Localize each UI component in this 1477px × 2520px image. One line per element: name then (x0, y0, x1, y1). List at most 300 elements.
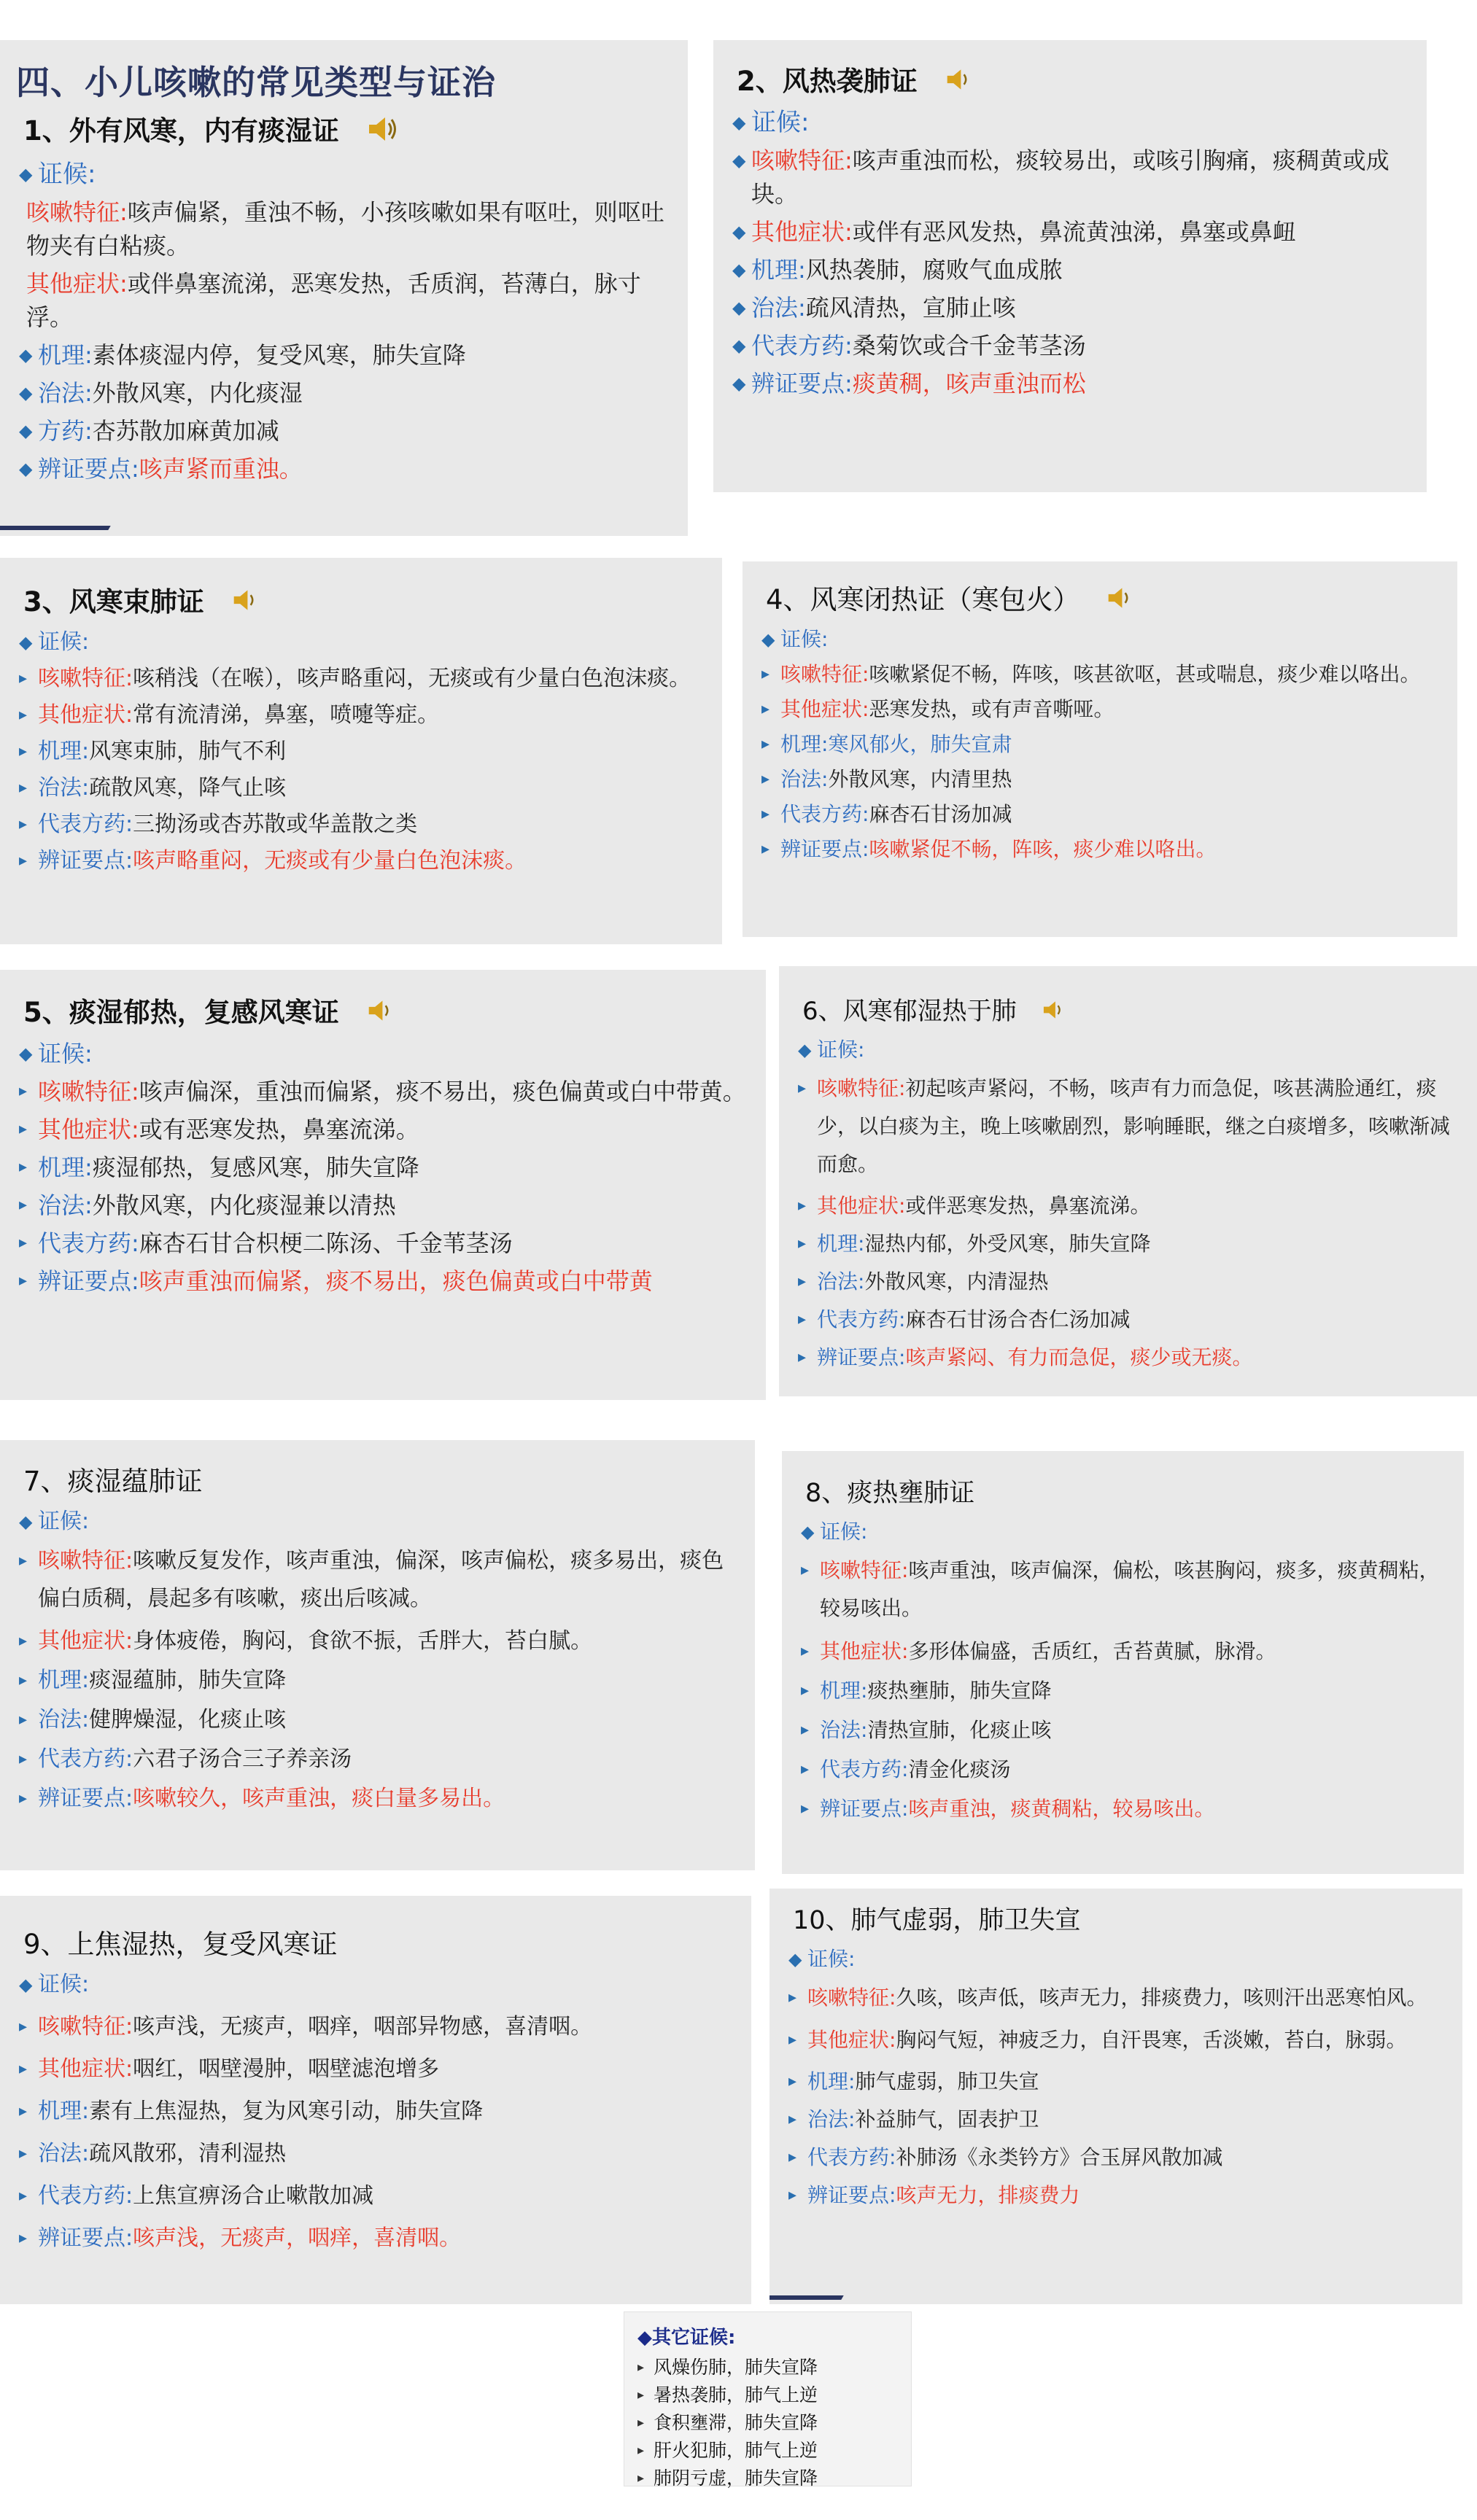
row-text: 或伴鼻塞流涕，恶寒发热，舌质润，苔薄白，脉寸浮。 (26, 270, 641, 331)
triangle-bullet-icon: ▸ (19, 2229, 28, 2247)
row-label: 咳嗽特征: (38, 2014, 133, 2039)
row-text: 咳嗽紧促不畅，阵咳，痰少难以咯出。 (869, 837, 1217, 861)
row-method (16, 1704, 740, 1736)
section-label: 证候: (38, 160, 96, 189)
row-label: 咳嗽特征: (820, 1558, 909, 1582)
triangle-bullet-icon: ▸ (798, 1234, 807, 1253)
card-title (23, 990, 751, 1030)
syndrome-header (786, 1944, 1448, 1975)
row-label: 辨证要点: (751, 370, 853, 397)
other-syndromes-title: ◆其它证候: (637, 2327, 736, 2349)
row-text: 六君子汤合三子养亲汤 (133, 1746, 352, 1772)
row-text: 咳嗽较久，咳声重浊，痰白量多易出。 (133, 1786, 505, 1811)
triangle-bullet-icon: ▸ (19, 1789, 28, 1808)
speaker-icon[interactable] (1106, 586, 1133, 617)
row-label: 其他症状: (26, 270, 128, 298)
row-label: 其他症状: (780, 697, 869, 721)
row-label: 咳嗽特征: (807, 1986, 896, 2010)
row-text: 肺气虚弱，肺卫失宣 (855, 2069, 1039, 2093)
triangle-bullet-icon: ▸ (801, 1760, 810, 1778)
diamond-bullet-icon: ◆ (19, 1043, 33, 1064)
row-formula (798, 1754, 1449, 1785)
row-text: 补肺汤《永类钤方》合玉屏风散加减 (896, 2145, 1223, 2169)
row-label: 机理: (807, 2069, 856, 2093)
card-title-text: 7、痰湿蕴肺证 (23, 1466, 203, 1497)
row-cough (16, 195, 673, 262)
row-label: 辨证要点: (38, 2225, 133, 2251)
row-key-points (16, 1264, 751, 1298)
row-method (16, 2138, 737, 2170)
row-text: 身体疲倦，胸闷，食欲不振，舌胖大，苔白腻。 (133, 1628, 593, 1654)
section-label: 证候: (751, 108, 810, 137)
row-method (16, 376, 673, 410)
list-item-text: 风燥伤肺，肺失宣降 (654, 2357, 818, 2378)
section-label: 证候: (38, 1509, 90, 1534)
card-3 (0, 558, 722, 944)
card-title (737, 59, 1412, 98)
row-text: 外散风寒，内化痰湿 (92, 379, 303, 407)
row-key-points (16, 452, 673, 486)
row-label: 咳嗽特征: (780, 662, 869, 686)
list-item (637, 2437, 898, 2465)
row-label: 代表方药: (807, 2145, 896, 2169)
card-title-text: 9、上焦湿热，复受风寒证 (23, 1929, 338, 1960)
triangle-bullet-icon: ▸ (788, 1988, 797, 2007)
row-cough (759, 659, 1443, 690)
row-label: 治法: (780, 767, 829, 791)
triangle-bullet-icon: ▸ (761, 805, 770, 823)
row-label: 机理: (38, 341, 93, 369)
diamond-bullet-icon: ◆ (761, 629, 775, 650)
row-label: 辨证要点: (817, 1345, 906, 1369)
row-label: 辨证要点: (38, 455, 139, 483)
row-text: 咳声偏深，重浊而偏紧，痰不易出，痰色偏黄或白中带黄。 (139, 1078, 746, 1105)
row-text: 常有流清涕，鼻塞，喷嚏等症。 (133, 702, 440, 728)
triangle-bullet-icon: ▸ (637, 2415, 645, 2430)
row-label: 机理: (38, 1668, 90, 1693)
row-label: 机理: (38, 2099, 90, 2124)
row-label: 治法: (38, 1707, 90, 1732)
speaker-icon[interactable] (945, 67, 972, 98)
triangle-bullet-icon: ▸ (798, 1078, 807, 1097)
diamond-bullet-icon: ◆ (732, 112, 746, 133)
triangle-bullet-icon: ▸ (19, 852, 28, 870)
card-10 (769, 1889, 1462, 2304)
triangle-bullet-icon: ▸ (19, 1196, 28, 1214)
diamond-bullet-icon: ◆ (732, 373, 746, 394)
list-item-text: 肝火犯肺，肺气上逆 (654, 2440, 818, 2461)
row-label: 其他症状: (38, 702, 133, 728)
diamond-bullet-icon: ◆ (19, 1975, 33, 1995)
card-title-text: 2、风热袭肺证 (737, 66, 918, 97)
triangle-bullet-icon: ▸ (19, 1272, 28, 1290)
triangle-bullet-icon: ▸ (798, 1348, 807, 1366)
card-title (23, 1459, 740, 1498)
section-label: 证候: (38, 1972, 90, 1997)
row-label: 代表方药: (38, 2183, 133, 2209)
row-text: 疏风散邪，清利湿热 (89, 2141, 287, 2166)
row-text: 咽红，咽壁漫肿，咽壁滤泡增多 (133, 2056, 440, 2082)
row-label: 其他症状: (38, 1628, 133, 1654)
row-label: 代表方药: (817, 1307, 906, 1331)
row-text: 痰黄稠，咳声重浊而松 (852, 370, 1086, 397)
row-other (16, 267, 673, 334)
row-text: 外散风寒，内化痰湿兼以清热 (92, 1191, 396, 1219)
triangle-bullet-icon: ▸ (761, 735, 770, 753)
triangle-bullet-icon: ▸ (788, 2148, 797, 2166)
row-label: 机理: (38, 739, 90, 764)
diamond-bullet-icon: ◆ (19, 383, 33, 403)
card-4 (743, 561, 1457, 937)
list-item (637, 2354, 898, 2381)
card-2 (713, 40, 1427, 492)
row-text: 久咳，咳声低，咳声无力，排痰费力，咳则汗出恶寒怕风。 (896, 1986, 1427, 2010)
triangle-bullet-icon: ▸ (788, 2031, 797, 2049)
row-mechanism (759, 729, 1443, 760)
row-label: 其他症状: (807, 2028, 896, 2052)
card-title-text: 5、痰湿郁热，复感风寒证 (23, 997, 339, 1028)
triangle-bullet-icon: ▸ (637, 2470, 645, 2486)
triangle-bullet-icon: ▸ (19, 742, 28, 761)
row-label: 咳嗽特征: (817, 1076, 906, 1100)
triangle-bullet-icon: ▸ (19, 1552, 28, 1570)
row-method (786, 2104, 1448, 2135)
triangle-bullet-icon: ▸ (798, 1272, 807, 1291)
row-label: 机理: (820, 1679, 868, 1703)
section-label: 证候: (820, 1520, 868, 1544)
row-mechanism (795, 1229, 1462, 1259)
list-item-text: 肺阴亏虚，肺失宣降 (654, 2468, 818, 2489)
triangle-bullet-icon: ▸ (19, 1632, 28, 1650)
other-syndromes-box (624, 2311, 912, 2489)
triangle-bullet-icon: ▸ (19, 2018, 28, 2036)
row-key-points (798, 1794, 1449, 1824)
row-label: 咳嗽特征: (26, 198, 128, 226)
row-cough (16, 663, 708, 695)
card-8 (782, 1451, 1464, 1874)
row-key-points (729, 367, 1412, 400)
syndrome-header (759, 624, 1443, 655)
row-label: 咳嗽特征: (38, 1548, 133, 1574)
decorative-stripe (0, 526, 111, 530)
row-mechanism (16, 1665, 740, 1697)
row-formula (759, 799, 1443, 830)
syndrome-header (16, 1037, 751, 1070)
triangle-bullet-icon: ▸ (788, 2186, 797, 2204)
row-text: 清热宣肺，化痰止咳 (867, 1718, 1052, 1742)
row-text: 疏散风寒，降气止咳 (89, 775, 287, 801)
row-formula (786, 2142, 1448, 2173)
triangle-bullet-icon: ▸ (761, 700, 770, 718)
syndrome-header (16, 158, 673, 191)
syndrome-header (795, 1035, 1462, 1065)
list-item (637, 2465, 898, 2492)
row-label: 治法: (820, 1718, 868, 1742)
triangle-bullet-icon: ▸ (637, 2443, 645, 2458)
triangle-bullet-icon: ▸ (801, 1561, 810, 1579)
row-text: 初起咳声紧闷，不畅，咳声有力而急促，咳甚满脸通红，痰少，以白痰为主，晚上咳嗽剧烈，影响睡眠，继之白痰增多，咳嗽渐减而愈。 (817, 1076, 1451, 1176)
row-text: 风寒束肺，肺气不利 (89, 739, 287, 764)
row-other (16, 2053, 737, 2085)
row-mechanism (16, 736, 708, 768)
row-text: 麻杏石甘汤合杏仁汤加减 (905, 1307, 1131, 1331)
row-label: 治法: (817, 1269, 865, 1294)
card-title (23, 1922, 737, 1961)
row-mechanism (16, 1151, 751, 1184)
row-label: 代表方药: (38, 1746, 133, 1772)
card-9 (0, 1896, 751, 2304)
triangle-bullet-icon: ▸ (19, 1750, 28, 1768)
row-cough (16, 1542, 740, 1618)
row-text: 外散风寒，内清里热 (828, 767, 1012, 791)
section-label: 证候: (38, 629, 90, 655)
row-other (16, 699, 708, 731)
triangle-bullet-icon: ▸ (801, 1642, 810, 1660)
diamond-bullet-icon: ◆ (732, 335, 746, 356)
row-label: 辨证要点: (820, 1797, 909, 1821)
card-title (805, 1473, 1449, 1509)
row-mechanism (798, 1676, 1449, 1706)
row-text: 杏苏散加麻黄加减 (92, 417, 279, 445)
row-text: 咳声无力，排痰费力 (896, 2183, 1080, 2207)
triangle-bullet-icon: ▸ (19, 1158, 28, 1176)
row-text: 健脾燥湿，化痰止咳 (89, 1707, 287, 1732)
row-method (798, 1715, 1449, 1746)
row-text: 补益肺气，固表护卫 (855, 2107, 1039, 2131)
row-key-points (16, 1783, 740, 1815)
row-text: 或伴恶寒发热，鼻塞流涕。 (905, 1193, 1151, 1218)
list-item-text: 暑热袭肺，肺气上逆 (654, 2384, 818, 2406)
row-text: 素有上焦湿热，复为风寒引动，肺失宣降 (89, 2099, 484, 2124)
row-text: 咳声偏紧，重浊不畅，小孩咳嗽如果有呕吐，则呕吐物夹有白粘痰。 (26, 198, 664, 260)
section-label: 证候: (38, 1040, 93, 1068)
row-text: 桑菊饮或合千金苇茎汤 (852, 332, 1086, 359)
triangle-bullet-icon: ▸ (798, 1310, 807, 1329)
card-1 (0, 40, 688, 536)
row-text: 或有恶寒发热，鼻塞流涕。 (139, 1116, 419, 1143)
row-other (759, 694, 1443, 725)
row-key-points (16, 2222, 737, 2255)
row-formula (795, 1304, 1462, 1335)
row-label: 辨证要点: (780, 837, 869, 861)
row-cough (786, 1979, 1448, 2017)
row-key-points (759, 834, 1443, 865)
row-text: 痰湿蕴肺，肺失宣降 (89, 1668, 287, 1693)
diamond-bullet-icon: ◆ (19, 164, 33, 184)
row-label: 代表方药: (38, 1229, 139, 1257)
row-cough (798, 1552, 1449, 1628)
row-text: 咳声浅，无痰声，咽痒，喜清咽。 (133, 2225, 462, 2251)
diamond-bullet-icon: ◆ (788, 1949, 802, 1969)
row-key-points (786, 2180, 1448, 2211)
row-label: 代表方药: (38, 812, 133, 837)
row-label: 其他症状: (751, 218, 853, 246)
card-title-text: 3、风寒束肺证 (23, 586, 204, 618)
row-text: 咳声重浊而偏紧，痰不易出，痰色偏黄或白中带黄 (139, 1267, 653, 1295)
row-label: 咳嗽特征: (38, 1078, 139, 1105)
triangle-bullet-icon: ▸ (798, 1196, 807, 1215)
row-label: 咳嗽特征: (751, 147, 853, 174)
triangle-bullet-icon: ▸ (637, 2360, 645, 2375)
triangle-bullet-icon: ▸ (801, 1800, 810, 1818)
row-label: 咳嗽特征: (38, 666, 133, 691)
card-7 (0, 1440, 755, 1870)
triangle-bullet-icon: ▸ (788, 2110, 797, 2128)
row-label: 辨证要点: (38, 1267, 139, 1295)
decorative-stripe (769, 2295, 844, 2300)
row-label: 机理: (780, 732, 829, 756)
row-text: 素体痰湿内停，复受风寒，肺失宣降 (92, 341, 466, 369)
triangle-bullet-icon: ▸ (761, 840, 770, 858)
card-title-text: 8、痰热壅肺证 (805, 1479, 975, 1508)
row-label: 其他症状: (38, 2056, 133, 2082)
triangle-bullet-icon: ▸ (19, 2144, 28, 2163)
row-text: 外散风寒，内清湿热 (864, 1269, 1049, 1294)
row-label: 治法: (38, 775, 90, 801)
triangle-bullet-icon: ▸ (19, 2187, 28, 2205)
row-text: 咳声浅，无痰声，咽痒，咽部异物感，喜清咽。 (133, 2014, 593, 2039)
section-label: 证候: (780, 627, 829, 651)
row-formula (16, 809, 708, 841)
row-label: 辨证要点: (807, 2183, 896, 2207)
row-other (16, 1113, 751, 1146)
row-other (795, 1191, 1462, 1221)
row-mechanism (16, 338, 673, 372)
triangle-bullet-icon: ▸ (19, 2060, 28, 2078)
row-method (795, 1267, 1462, 1297)
row-text: 湿热内郁，外受风寒，肺失宣降 (864, 1231, 1151, 1256)
triangle-bullet-icon: ▸ (801, 1721, 810, 1739)
row-cough (16, 1075, 751, 1108)
row-text: 疏风清热，宣肺止咳 (805, 294, 1016, 322)
row-other (16, 1625, 740, 1657)
row-cough (795, 1070, 1462, 1183)
row-text: 痰热壅肺，肺失宣降 (867, 1679, 1052, 1703)
triangle-bullet-icon: ▸ (19, 1711, 28, 1729)
row-formula (16, 2180, 737, 2212)
diamond-bullet-icon: ◆ (19, 459, 33, 479)
row-text: 咳声略重闷，无痰或有少量白色泡沫痰。 (133, 848, 527, 874)
diamond-bullet-icon: ◆ (732, 222, 746, 242)
diamond-bullet-icon: ◆ (19, 421, 33, 441)
speaker-icon[interactable] (1042, 998, 1065, 1027)
row-text: 清金化痰汤 (908, 1757, 1011, 1781)
row-method (16, 1189, 751, 1222)
row-text: 咳声重浊而松，痰较易出，或咳引胸痛，痰稠黄或成块。 (751, 147, 1389, 208)
syndrome-header (16, 1506, 740, 1538)
row-label: 代表方药: (780, 802, 869, 826)
row-label: 机理: (817, 1231, 865, 1256)
triangle-bullet-icon: ▸ (19, 669, 28, 688)
list-item (637, 2409, 898, 2437)
speaker-icon[interactable] (366, 114, 398, 150)
section-label: 证候: (807, 1947, 856, 1971)
diamond-bullet-icon: ◆ (732, 298, 746, 318)
triangle-bullet-icon: ▸ (19, 1120, 28, 1138)
row-text: 麻杏石甘汤加减 (869, 802, 1012, 826)
row-text: 咳嗽紧促不畅，阵咳，咳甚欲呕，甚或喘息，痰少难以咯出。 (869, 662, 1421, 686)
row-text: 痰湿郁热，复感风寒，肺失宣降 (92, 1154, 419, 1181)
row-formula (16, 1226, 751, 1260)
row-method (729, 291, 1412, 324)
row-label: 机理: (38, 1154, 93, 1181)
triangle-bullet-icon: ▸ (19, 1082, 28, 1100)
card-title (766, 578, 1443, 617)
row-formula (16, 1743, 740, 1776)
speaker-icon[interactable] (231, 588, 259, 619)
row-label: 机理: (751, 256, 806, 284)
card-title-text: 6、风寒郁湿热于肺 (802, 997, 1017, 1026)
row-label: 其他症状: (38, 1116, 139, 1143)
diamond-bullet-icon: ◆ (19, 345, 33, 365)
triangle-bullet-icon: ▸ (761, 665, 770, 683)
row-key-points (795, 1342, 1462, 1373)
row-method (759, 764, 1443, 795)
row-text: 风热袭肺，腐败气血成脓 (805, 256, 1063, 284)
list-item-text: 食积壅滞，肺失宣降 (654, 2412, 818, 2433)
row-mechanism (16, 2096, 737, 2128)
row-label: 辨证要点: (38, 848, 133, 874)
triangle-bullet-icon: ▸ (19, 1234, 28, 1252)
diamond-bullet-icon: ◆ (798, 1039, 812, 1060)
row-text: 咳稍浅（在喉），咳声略重闷，无痰或有少量白色泡沫痰。 (133, 666, 691, 691)
diamond-bullet-icon: ◆ (19, 1512, 33, 1532)
card-6 (779, 966, 1477, 1396)
row-text: 咳声重浊，痰黄稠粘，较易咳出。 (908, 1797, 1215, 1821)
row-text: 咳声紧闷、有力而急促，痰少或无痰。 (905, 1345, 1253, 1369)
triangle-bullet-icon: ▸ (19, 1671, 28, 1689)
row-text: 咳声重浊，咳声偏深，偏松，咳甚胸闷，痰多，痰黄稠粘，较易咳出。 (820, 1558, 1440, 1620)
row-text: 多形体偏盛，舌质红，舌苔黄腻，脉滑。 (908, 1639, 1276, 1663)
row-text: 咳嗽反复发作，咳声重浊，偏深，咳声偏松，痰多易出，痰色偏白质稠，晨起多有咳嗽，痰出后咳减。 (38, 1548, 724, 1611)
row-mechanism (786, 2066, 1448, 2097)
row-other (786, 2021, 1448, 2059)
page-title: 四、小儿咳嗽的常见类型与证治 (16, 63, 496, 102)
row-label: 治法: (38, 379, 93, 407)
row-label: 治法: (38, 1191, 93, 1219)
row-label: 其他症状: (817, 1193, 906, 1218)
speaker-icon[interactable] (366, 998, 394, 1030)
triangle-bullet-icon: ▸ (19, 2102, 28, 2120)
row-other (729, 215, 1412, 249)
diamond-bullet-icon: ◆ (732, 260, 746, 280)
syndrome-header (729, 106, 1412, 139)
row-text: 或伴有恶风发热，鼻流黄浊涕，鼻塞或鼻衄 (852, 218, 1296, 246)
syndrome-header (16, 626, 708, 658)
row-label: 治法: (38, 2141, 90, 2166)
diamond-bullet-icon: ◆ (19, 632, 33, 653)
card-title (793, 1900, 1448, 1937)
card-title-text: 4、风寒闭热证（寒包火） (766, 584, 1080, 615)
row-text: 胸闷气短，神疲乏力，自汗畏寒，舌淡嫩，苔白，脉弱。 (896, 2028, 1407, 2052)
row-text: 上焦宣痹汤合止嗽散加减 (133, 2183, 374, 2209)
triangle-bullet-icon: ▸ (19, 815, 28, 833)
triangle-bullet-icon: ▸ (19, 779, 28, 797)
triangle-bullet-icon: ▸ (788, 2072, 797, 2091)
card-title (23, 109, 673, 150)
diamond-bullet-icon: ◆ (801, 1522, 815, 1542)
card-title-text: 1、外有风寒，内有痰湿证 (23, 115, 339, 147)
row-label: 其他症状: (820, 1639, 909, 1663)
row-label: 代表方药: (820, 1757, 909, 1781)
row-text: 寒风郁火，肺失宣肃 (828, 732, 1012, 756)
row-method (16, 772, 708, 804)
row-cough (729, 144, 1412, 211)
row-text: 麻杏石甘合枳梗二陈汤、千金苇茎汤 (139, 1229, 513, 1257)
section-label: 证候: (817, 1037, 865, 1062)
row-label: 方药: (38, 417, 93, 445)
triangle-bullet-icon: ▸ (801, 1681, 810, 1700)
